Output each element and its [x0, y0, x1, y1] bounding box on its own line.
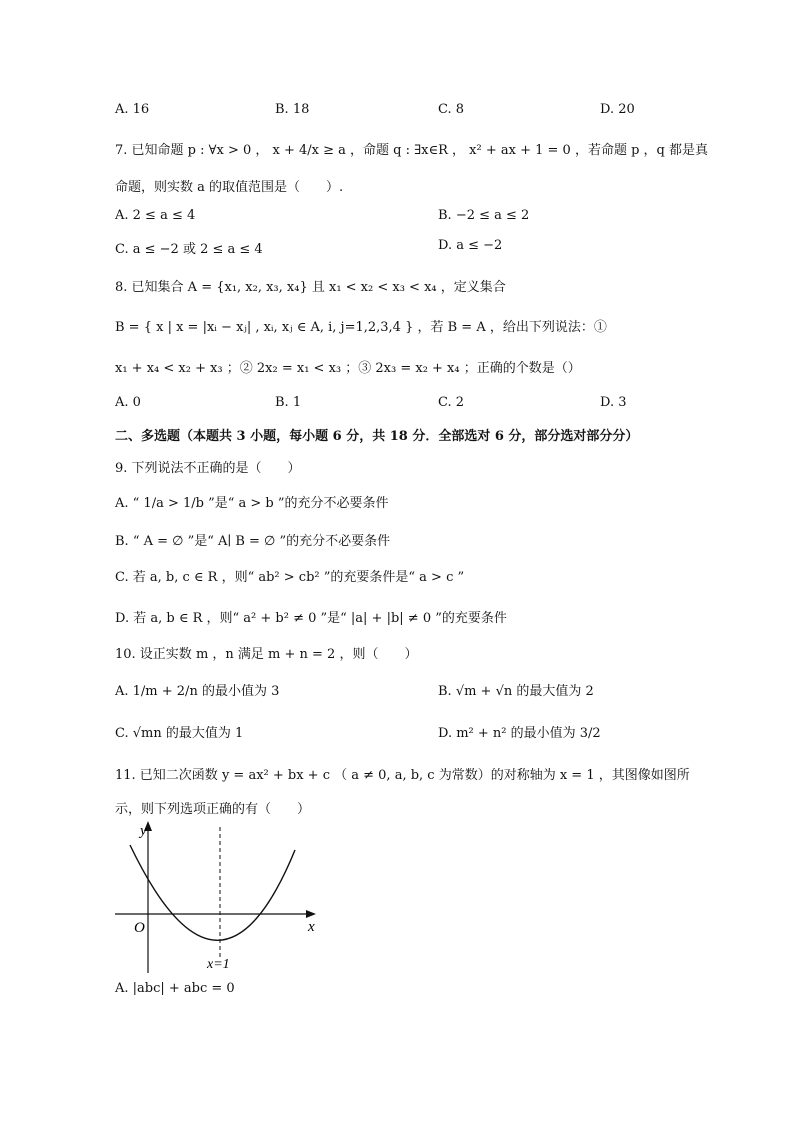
q10-option-c: C. √mn 的最大值为 1 — [115, 726, 244, 741]
q8-option-c: C. 2 — [438, 395, 465, 410]
q8-stem-line3: x₁ + x₄ < x₂ + x₃ ；② 2x₂ = x₁ < x₃ ；③ 2x₃ = x₂ + x₄ ；正确的个数是（） — [115, 361, 581, 376]
q8-option-b: B. 1 — [275, 395, 302, 410]
q11-option-a: A. |abc| + abc = 0 — [115, 981, 235, 996]
q11-stem-line2: 示，则下列选项正确的有（ ） — [115, 802, 311, 817]
q7-option-a: A. 2 ≤ a ≤ 4 — [115, 208, 196, 223]
q8-option-a: A. 0 — [115, 395, 141, 410]
x-axis-label: x — [308, 919, 315, 935]
q7-stem-line2: 命题，则实数 a 的取值范围是（ ）. — [115, 180, 344, 195]
q6-option-a: A. 16 — [115, 102, 150, 117]
q6-option-d: D. 20 — [600, 102, 635, 117]
q11-stem-line1: 11. 已知二次函数 y = ax² + bx + c （ a ≠ 0, a, b, c 为常数）的对称轴为 x = 1 ，其图像如图所 — [115, 768, 690, 783]
q7-option-d: D. a ≤ −2 — [438, 238, 503, 253]
q9-option-c: C. 若 a, b, c ∈ R ，则“ ab² > cb² ”的充要条件是“ a > c ” — [115, 570, 465, 585]
q10-stem: 10. 设正实数 m ，n 满足 m + n = 2 ，则（ ） — [115, 647, 418, 662]
q9-stem: 9. 下列说法不正确的是（ ） — [115, 461, 301, 476]
y-axis-label: y — [140, 823, 147, 839]
q6-option-c: C. 8 — [438, 102, 465, 117]
q8-option-d: D. 3 — [600, 395, 627, 410]
origin-label: O — [134, 920, 145, 936]
parabola-figure — [110, 815, 330, 975]
x-axis-arrow — [306, 910, 316, 918]
q7-option-b: B. −2 ≤ a ≤ 2 — [438, 208, 530, 223]
q6-option-b: B. 18 — [275, 102, 310, 117]
q10-option-a: A. 1/m + 2/n 的最小值为 3 — [115, 684, 280, 699]
q9-option-a: A. “ 1/a > 1/b ”是“ a > b ”的充分不必要条件 — [115, 496, 389, 511]
symmetry-axis-label: x=1 — [207, 957, 230, 972]
q10-option-b: B. √m + √n 的最大值为 2 — [438, 684, 594, 699]
section-heading: 二、多选题（本题共 3 小题，每小题 6 分，共 18 分．全部选对 6 分，部分选对部分分） — [115, 429, 639, 444]
q8-stem-line2: B = { x | x = |xᵢ − xⱼ| , xᵢ, xⱼ ∈ A, i, j=1,2,3,4 } ，若 B = A ，给出下列说法：① — [115, 320, 607, 335]
q8-stem-line1: 8. 已知集合 A = {x₁, x₂, x₃, x₄} 且 x₁ < x₂ < x₃ < x₄ ，定义集合 — [115, 280, 506, 295]
q9-option-d: D. 若 a, b ∈ R ，则“ a² + b² ≠ 0 ”是“ |a| + |b| ≠ 0 ”的充要条件 — [115, 611, 507, 626]
parabola-curve — [130, 845, 295, 940]
q7-option-c: C. a ≤ −2 或 2 ≤ a ≤ 4 — [115, 242, 263, 257]
q7-stem-line1: 7. 已知命题 p : ∀x > 0 ， x + 4/x ≥ a ，命题 q : ∃x∈R ， x² + ax + 1 = 0 ，若命题 p ，q 都是真 — [115, 143, 708, 158]
q10-option-d: D. m² + n² 的最小值为 3/2 — [438, 726, 601, 741]
q9-option-b: B. “ A = ∅ ”是“ A∣ B = ∅ ”的充分不必要条件 — [115, 534, 391, 549]
